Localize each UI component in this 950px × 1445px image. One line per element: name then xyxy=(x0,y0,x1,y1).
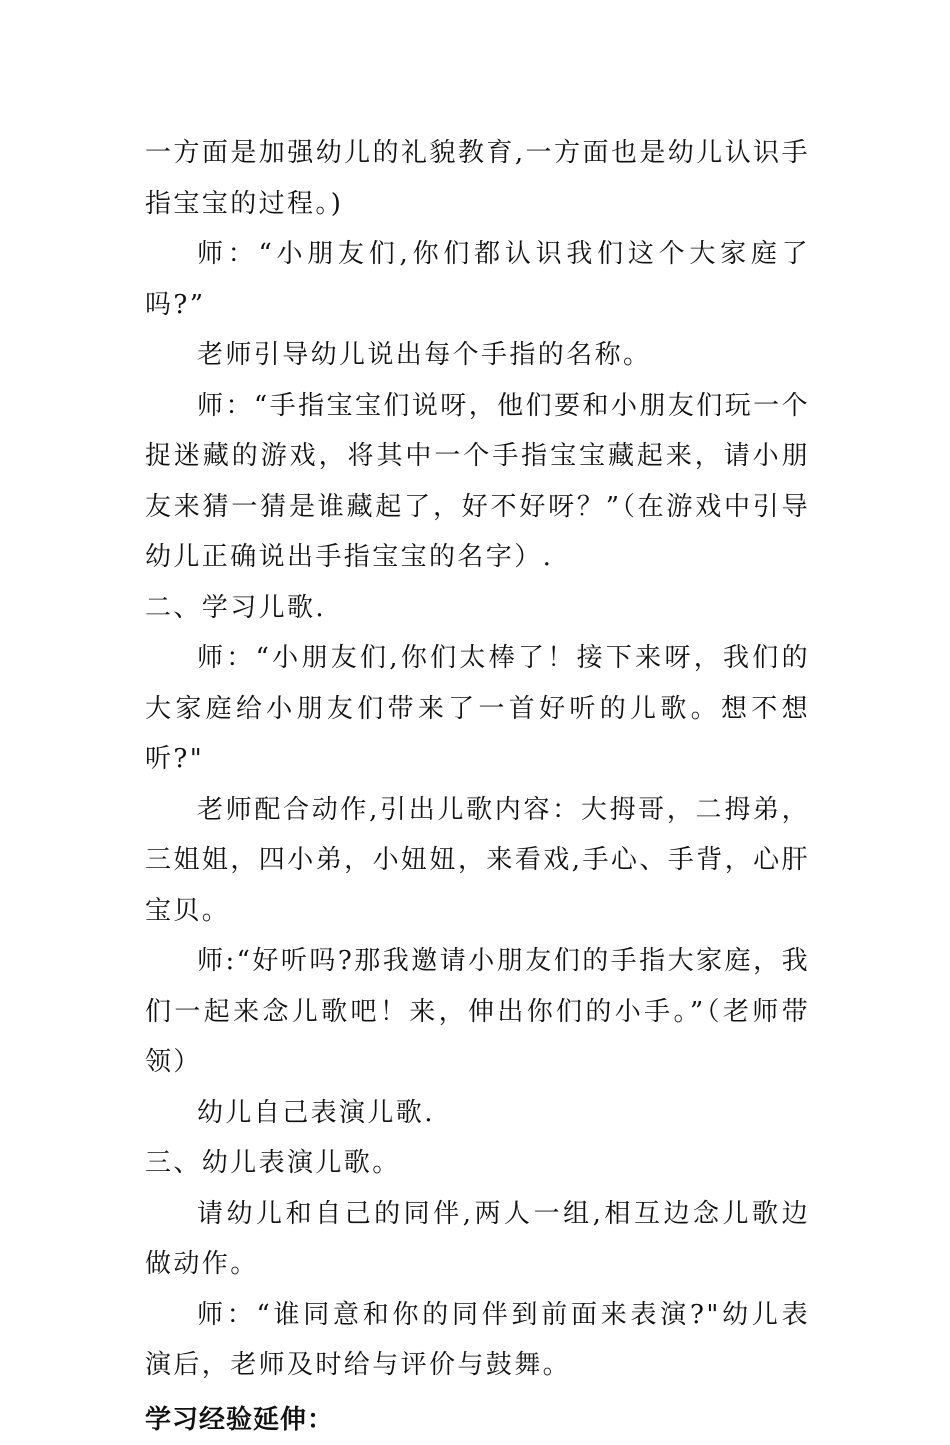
paragraph-recite-together: 师:“好听吗?那我邀请小朋友们的手指大家庭，我们一起来念儿歌吧！来，伸出你们的小手。”（老师带领） xyxy=(145,936,810,1088)
paragraph-finger-names: 老师引导幼儿说出每个手指的名称。 xyxy=(145,330,810,381)
paragraph-self-perform: 幼儿自己表演儿歌. xyxy=(145,1088,810,1139)
section-heading-extension: 学习经验延伸： xyxy=(145,1395,810,1445)
paragraph-song-content: 老师配合动作,引出儿歌内容：大拇哥，二拇弟，三姐姐，四小弟，小妞妞，来看戏,手心、手背，心肝宝贝。 xyxy=(145,785,810,937)
paragraph-perform-evaluate: 师：“谁同意和你的同伴到前面来表演?"幼儿表演后，老师及时给与评价与鼓舞。 xyxy=(145,1290,810,1391)
document-body xyxy=(145,128,810,1445)
paragraph-teacher-question: 师：“小朋友们,你们都认识我们这个大家庭了吗?” xyxy=(145,229,810,330)
paragraph-song-intro: 师：“小朋友们,你们太棒了！接下来呀，我们的大家庭给小朋友们带来了一首好听的儿歌。想不想听?" xyxy=(145,633,810,785)
paragraph-pair-up: 请幼儿和自己的同伴,两人一组,相互边念儿歌边做动作。 xyxy=(145,1189,810,1290)
section-heading-learn-song: 二、学习儿歌. xyxy=(145,583,810,634)
section-heading-perform-song: 三、幼儿表演儿歌。 xyxy=(145,1138,810,1189)
paragraph-intro: 一方面是加强幼儿的礼貌教育,一方面也是幼儿认识手指宝宝的过程。) xyxy=(145,128,810,229)
paragraph-hide-and-seek: 师：“手指宝宝们说呀，他们要和小朋友们玩一个捉迷藏的游戏，将其中一个手指宝宝藏起来，请小朋友来猜一猜是谁藏起了，好不好呀？”（在游戏中引导幼儿正确说出手指宝宝的名字）. xyxy=(145,381,810,583)
